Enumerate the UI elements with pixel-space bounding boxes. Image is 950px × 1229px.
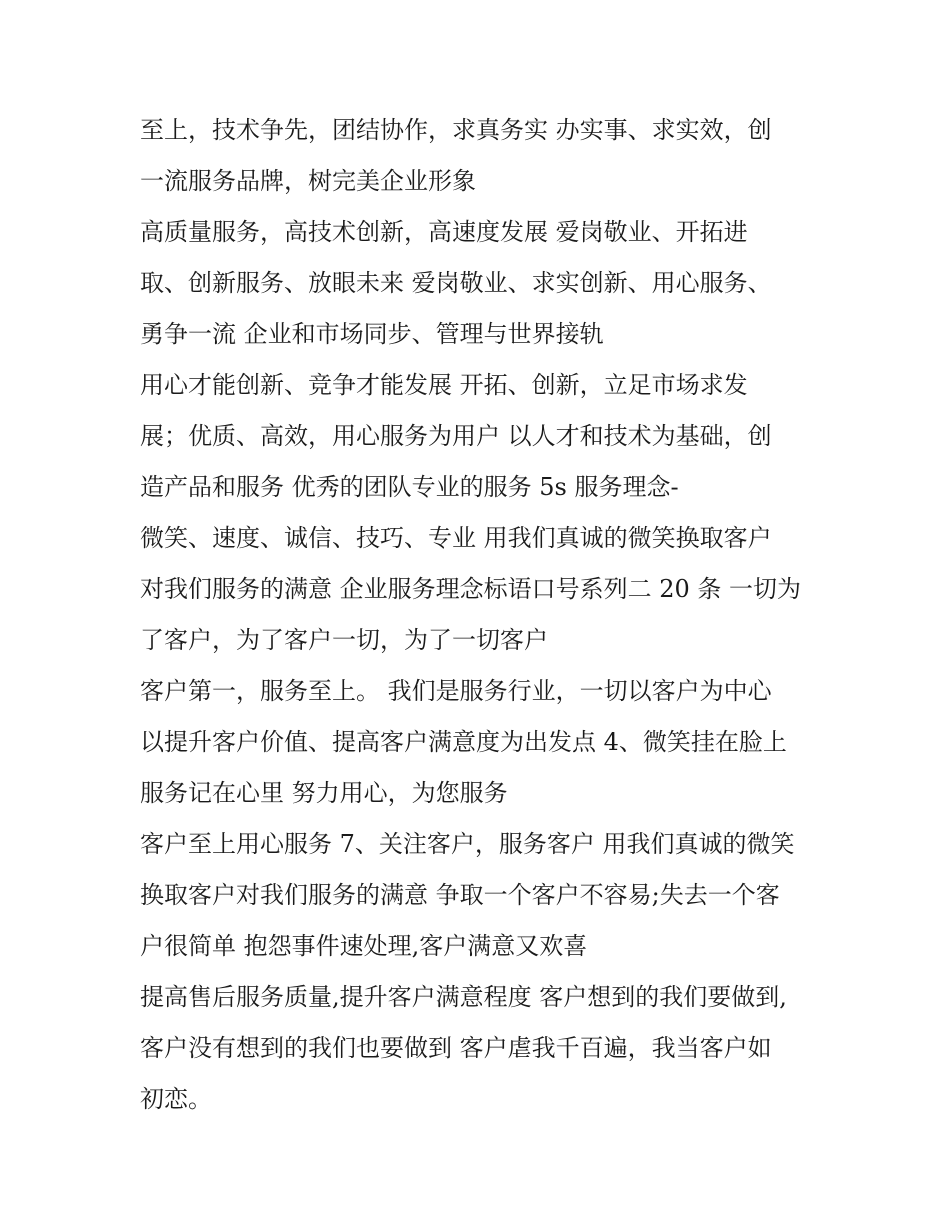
text-line: 对我们服务的满意 企业服务理念标语口号系列二 20 条 一切为: [140, 575, 802, 603]
text-line: 换取客户对我们服务的满意 争取一个客户不容易;失去一个客: [140, 881, 780, 909]
document-body: [140, 108, 830, 1128]
text-line: 提高售后服务质量,提升客户满意程度 客户想到的我们要做到,: [140, 983, 787, 1011]
text-line: 服务记在心里 努力用心，为您服务: [140, 779, 508, 807]
text-line: 微笑、速度、诚信、技巧、专业 用我们真诚的微笑换取客户: [140, 524, 772, 552]
text-line: 取、创新服务、放眼未来 爱岗敬业、求实创新、用心服务、: [140, 269, 772, 297]
text-line: 展；优质、高效，用心服务为用户 以人才和技术为基础，创: [140, 422, 772, 450]
text-line: 高质量服务，高技术创新，高速度发展 爱岗敬业、开拓进: [140, 218, 748, 246]
text-line: 以提升客户价值、提高客户满意度为出发点 4、微笑挂在脸上: [140, 728, 787, 756]
text-line: 用心才能创新、竞争才能发展 开拓、创新，立足市场求发: [140, 371, 748, 399]
text-line: 客户至上用心服务 7、关注客户，服务客户 用我们真诚的微笑: [140, 830, 795, 858]
text-line: 勇争一流 企业和市场同步、管理与世界接轨: [140, 320, 604, 348]
text-line: 一流服务品牌，树完美企业形象: [140, 167, 476, 195]
text-line: 客户没有想到的我们也要做到 客户虐我千百遍，我当客户如: [140, 1034, 772, 1062]
text-line: 了客户，为了客户一切，为了一切客户: [140, 626, 548, 654]
text-line: 造产品和服务 优秀的团队专业的服务 5s 服务理念-: [140, 473, 679, 501]
text-line: 初恋。: [140, 1085, 212, 1113]
text-line: 至上，技术争先，团结协作，求真务实 办实事、求实效，创: [140, 116, 772, 144]
text-line: 户很简单 抱怨事件速处理,客户满意又欢喜: [140, 932, 588, 960]
text-line: 客户第一，服务至上。 我们是服务行业，一切以客户为中心: [140, 677, 772, 705]
